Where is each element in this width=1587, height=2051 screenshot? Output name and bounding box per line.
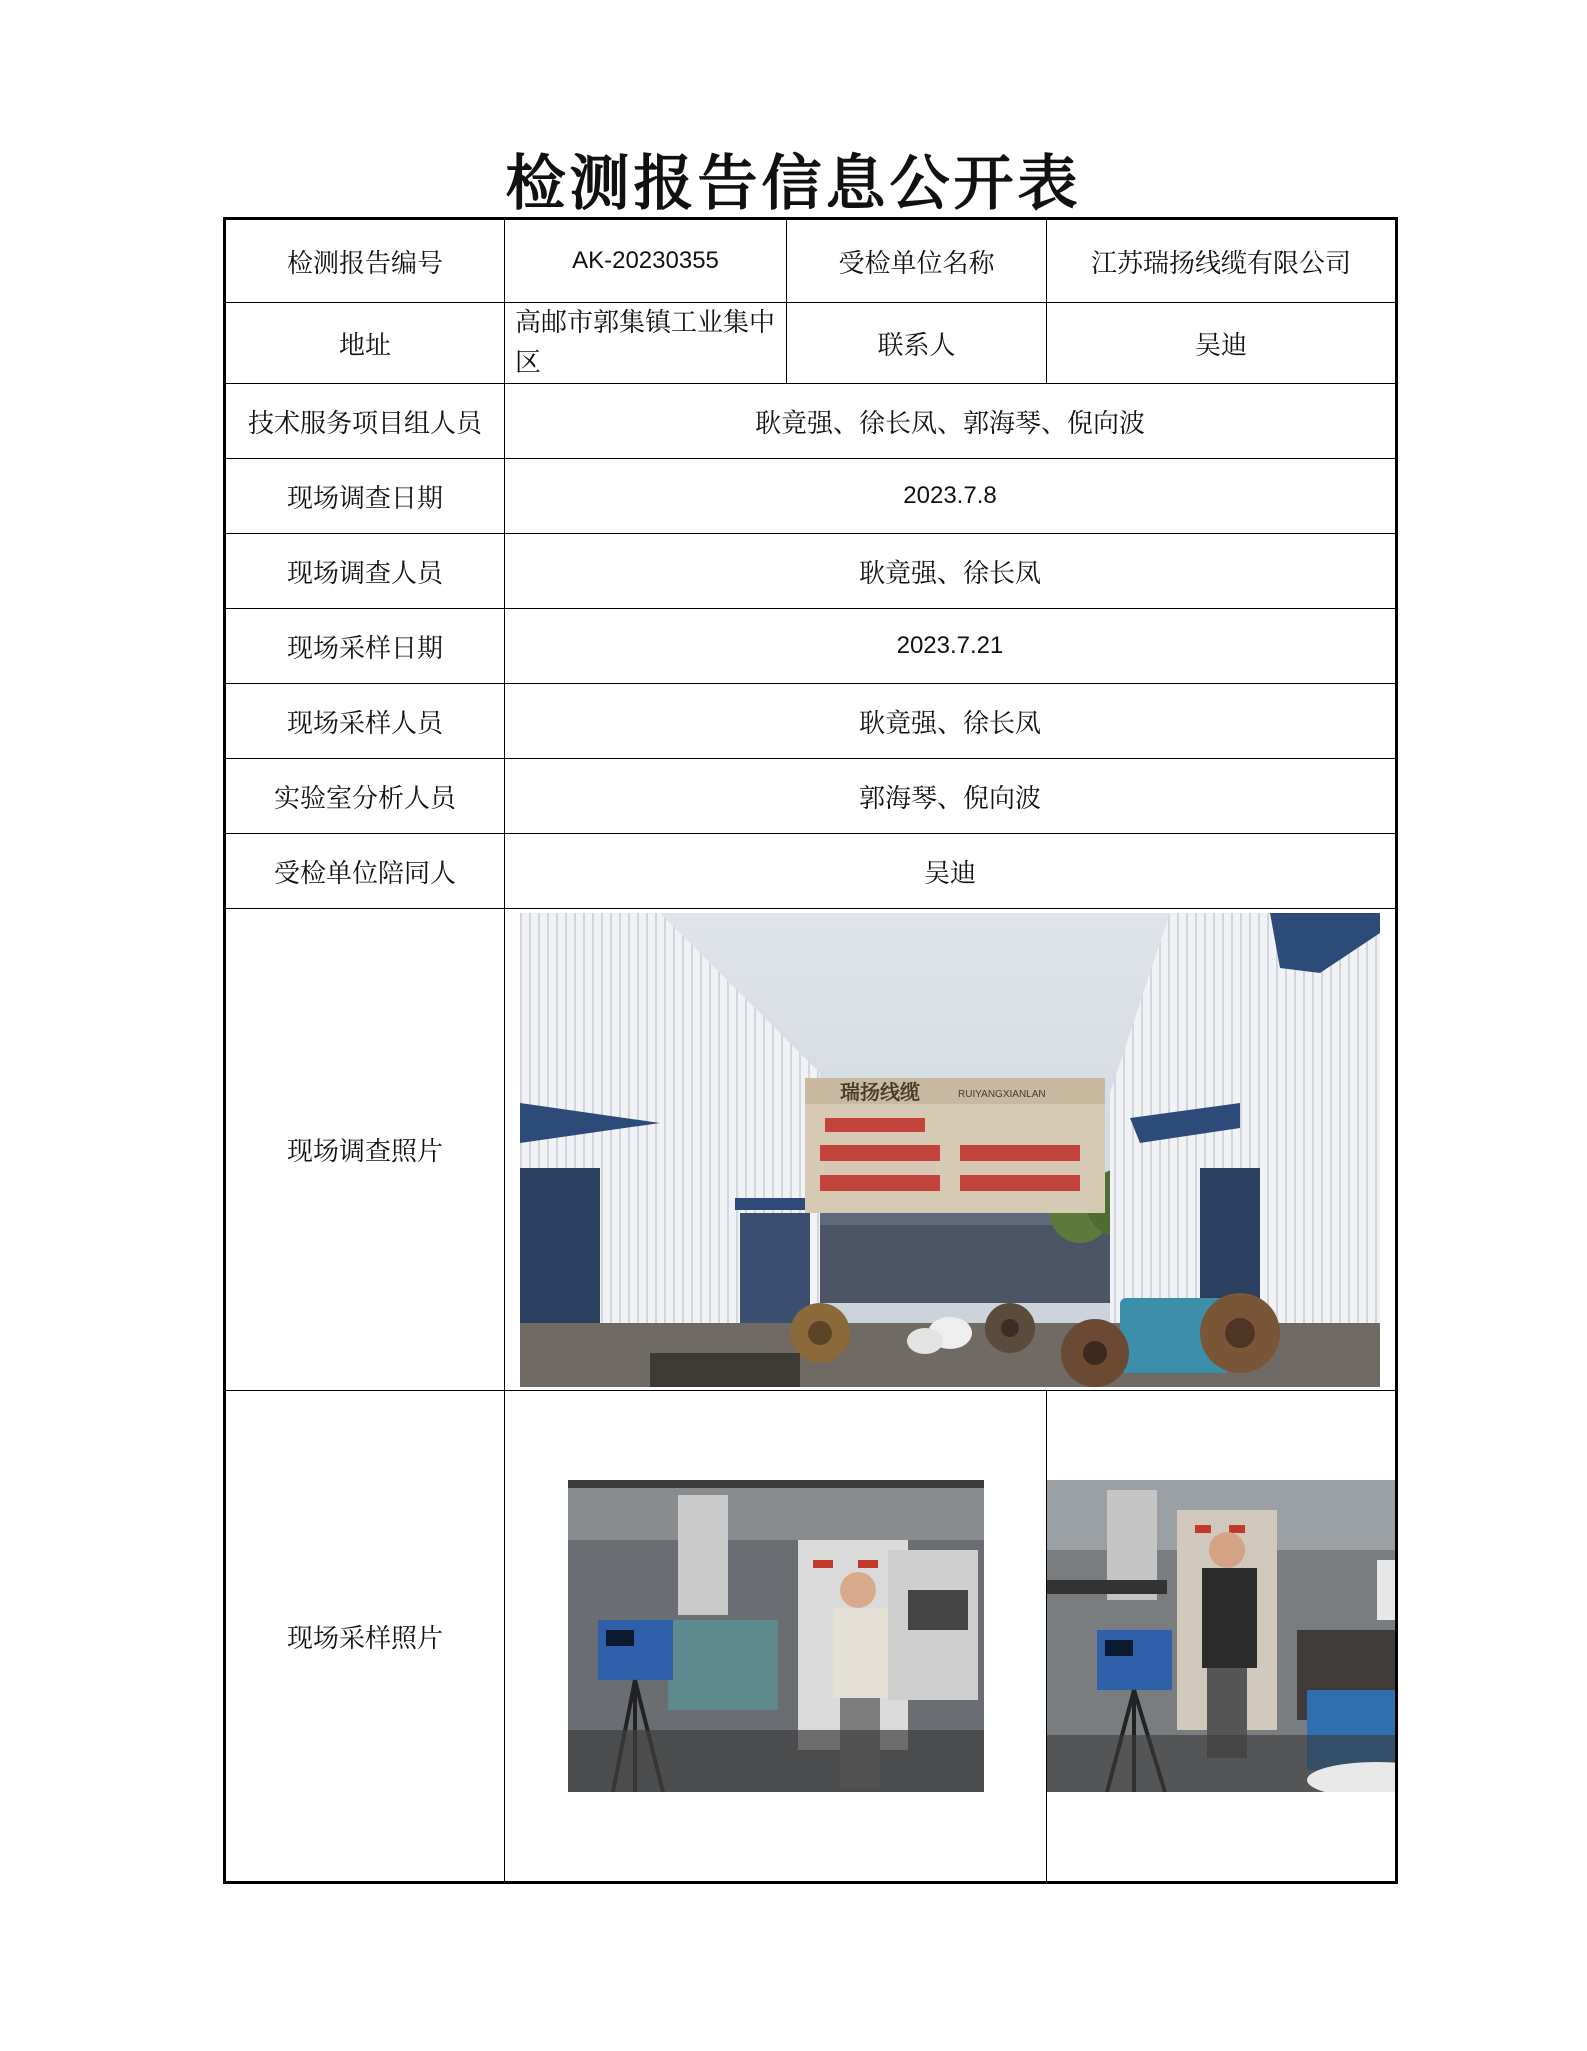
table-row [225,219,1397,303]
report-no-value: AK-20230355 [505,219,787,303]
sampling-staff-label: 现场采样人员 [225,684,505,759]
escort-label: 受检单位陪同人 [225,834,505,909]
contact-value: 吴迪 [1047,303,1397,384]
contact-label: 联系人 [787,303,1047,384]
table-row [225,534,1397,609]
survey-date-label: 现场调查日期 [225,459,505,534]
billboard-brand: 瑞扬线缆 [840,1079,920,1104]
team-label: 技术服务项目组人员 [225,384,505,459]
table-row [225,384,1397,459]
table-row [225,303,1397,384]
table-row [225,909,1397,1391]
address-label: 地址 [225,303,505,384]
survey-staff-label: 现场调查人员 [225,534,505,609]
page-title: 检测报告信息公开表 [505,149,1082,219]
sampling-photo-left [568,1480,984,1792]
table-row [225,1391,1397,1883]
team-value: 耿竟强、徐长凤、郭海琴、倪向波 [505,384,1397,459]
sampling-date-label: 现场采样日期 [225,609,505,684]
report-no-label: 检测报告编号 [225,219,505,303]
survey-photo [520,913,1380,1387]
survey-staff-value: 耿竟强、徐长凤 [505,534,1397,609]
sampling-photo-right [1047,1480,1397,1792]
unit-name-value: 江苏瑞扬线缆有限公司 [1047,219,1397,303]
lab-staff-label: 实验室分析人员 [225,759,505,834]
sampling-staff-value: 耿竟强、徐长凤 [505,684,1397,759]
table-row [225,459,1397,534]
lab-staff-value: 郭海琴、倪向波 [505,759,1397,834]
table-row [225,834,1397,909]
billboard-latin: RUIYANGXIANLAN [958,1088,1046,1100]
unit-name-label: 受检单位名称 [787,219,1047,303]
survey-photo-label: 现场调查照片 [225,909,505,1391]
table-row [225,609,1397,684]
table-row [225,759,1397,834]
report-info-table [223,217,1398,1884]
survey-date-value: 2023.7.8 [505,459,1397,534]
sampling-photo-label: 现场采样照片 [225,1391,505,1883]
table-row [225,684,1397,759]
address-value: 高邮市郭集镇工业集中区 [505,303,787,384]
escort-value: 吴迪 [505,834,1397,909]
sampling-date-value: 2023.7.21 [505,609,1397,684]
